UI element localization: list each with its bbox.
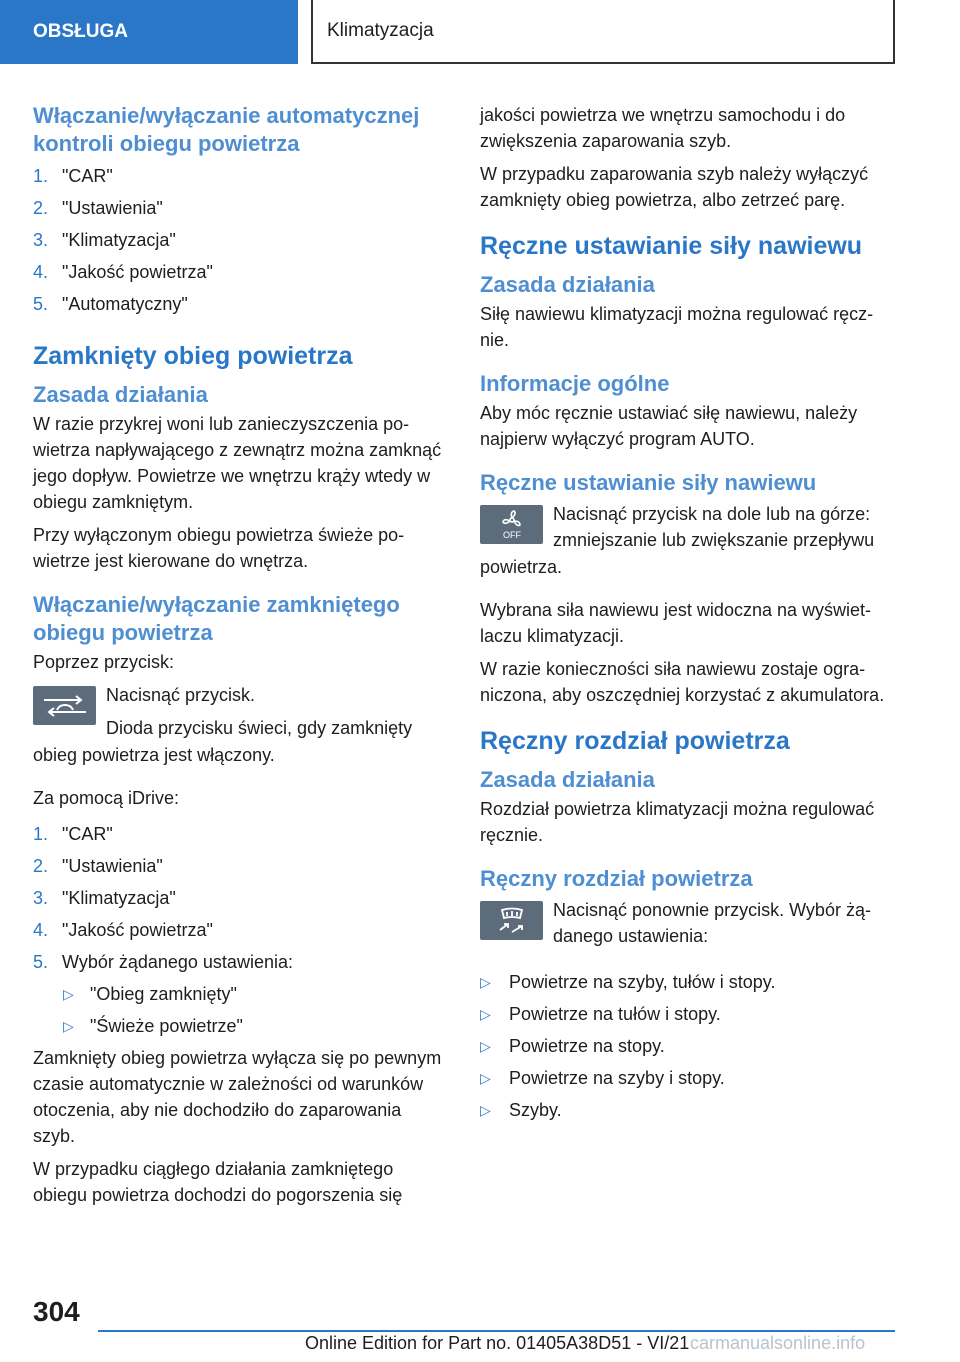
step-text: "Klimatyzacja": [62, 888, 176, 908]
icon-paragraph: [480, 501, 895, 560]
option-text: Powietrze na stopy.: [509, 1036, 665, 1056]
paragraph: Za pomocą iDrive:: [33, 788, 180, 808]
heading-auto-control: Włączanie/wyłączanie automatycznej kontroli obiegu powietrza: [33, 103, 420, 156]
step-number: 5.: [33, 952, 49, 972]
step-number: 1.: [33, 824, 49, 844]
list-item: [480, 998, 895, 1030]
list-item: [33, 946, 443, 978]
paragraph: Poprzez przycisk:: [33, 652, 175, 672]
step-text: "Klimatyzacja": [62, 230, 176, 250]
bullet: ▷: [480, 1006, 491, 1022]
bullet: ▷: [480, 1070, 491, 1086]
paragraph: Nacisnąć przycisk na dole lub na górze: zmniejszanie lub zwiększanie przepływu: [553, 504, 875, 550]
heading-manual-fan: Ręczne ustawianie siły nawiewu: [480, 232, 863, 260]
step-number: 3.: [33, 230, 49, 250]
step-number: 1.: [33, 166, 49, 186]
paragraph: Siłę nawiewu klimatyzacji można regulować ręcznie.: [480, 304, 874, 350]
step-text: "CAR": [62, 166, 113, 186]
list-item: [33, 1010, 443, 1042]
heading-air-distribution-sub: Ręczny rozdział powietrza: [480, 866, 753, 891]
heading-onoff-closed: Włączanie/wyłączanie zamkniętego obiegu powietrza: [33, 592, 400, 645]
right-column: [480, 102, 895, 1129]
list-item: [33, 192, 443, 224]
step-number: 5.: [33, 294, 49, 314]
option-text: Powietrze na tułów i stopy.: [509, 1004, 721, 1024]
chapter-title: Klimatyzacja: [311, 0, 895, 64]
list-item: [33, 914, 443, 946]
auto-control-steps: [33, 160, 443, 320]
step-number: 4.: [33, 920, 49, 940]
list-item: [33, 288, 443, 320]
step-text: "CAR": [62, 824, 113, 844]
paragraph: jakości powietrza we wnętrzu samochodu i do zwiększenia zaparowania szyb.: [480, 105, 846, 151]
paragraph: Nacisnąć ponownie przycisk. Wybór żądanego ustawienia:: [553, 900, 871, 946]
step-text: "Automatyczny": [62, 294, 188, 314]
step-number: 4.: [33, 262, 49, 282]
page-number: 304: [33, 1296, 80, 1327]
list-item: [33, 224, 443, 256]
fan-off-button-icon: [480, 505, 543, 544]
paragraph: obieg powietrza jest włączony.: [33, 745, 275, 765]
paragraph: W razie przykrej woni lub zanieczyszczenia powietrza napływającego z zewnątrz można zamknąć jego dopływ. Powietrze we wnętrzu krąży wtedy w obiegu zamkniętym.: [33, 414, 442, 512]
distribution-options: [480, 966, 895, 1126]
paragraph: Rozdział powietrza klimatyzacji można regulować ręcznie.: [480, 799, 875, 845]
option-text: "Świeże powietrze": [90, 1016, 243, 1036]
watermark: carmanualsonline.info: [690, 1333, 866, 1353]
idrive-steps: [33, 818, 443, 978]
edition-info: Online Edition for Part no. 01405A38D51 - VI/21: [305, 1333, 690, 1353]
step-number: 2.: [33, 856, 49, 876]
list-item: [480, 1062, 895, 1094]
list-item: [33, 160, 443, 192]
paragraph: Przy wyłączonym obiegu powietrza świeże powietrze jest kierowane do wnętrza.: [33, 525, 405, 571]
bullet: ▷: [480, 974, 491, 990]
paragraph: powietrza.: [480, 557, 563, 577]
paragraph: Nacisnąć przycisk.: [106, 685, 256, 705]
option-text: Szyby.: [509, 1100, 562, 1120]
setting-options: [33, 978, 443, 1042]
step-number: 3.: [33, 888, 49, 908]
air-distribution-button-icon: [480, 901, 543, 940]
paragraph: Dioda przycisku świeci, gdy zamknięty: [106, 718, 413, 738]
option-text: Powietrze na szyby i stopy.: [509, 1068, 725, 1088]
left-column: [33, 102, 443, 1215]
paragraph: W razie konieczności siła nawiewu zostaje ograniczona, aby oszczędniej korzystać z akumulatora.: [480, 659, 885, 705]
heading-closed-circulation: Zamknięty obieg powietrza: [33, 342, 353, 370]
list-item: [33, 818, 443, 850]
step-text: "Ustawienia": [62, 198, 163, 218]
list-item: [33, 850, 443, 882]
step-text: "Ustawienia": [62, 856, 163, 876]
icon-paragraph: [480, 897, 895, 956]
heading-principle: Zasada działania: [33, 382, 208, 407]
section-tab: OBSŁUGA: [0, 0, 298, 64]
heading-manual-fan-sub: Ręczne ustawianie siły nawiewu: [480, 470, 817, 495]
heading-principle: Zasada działania: [480, 272, 655, 297]
list-item: [480, 1094, 895, 1126]
icon-paragraph: [33, 682, 443, 748]
paragraph: Zamknięty obieg powietrza wyłącza się po pewnym czasie automatycznie w zależności od warunków otoczenia, aby nie dochodziło do zaparowania szyb.: [33, 1048, 442, 1146]
step-number: 2.: [33, 198, 49, 218]
bullet: ▷: [63, 986, 74, 1002]
paragraph: Wybrana siła nawiewu jest widoczna na wyświetlaczu klimatyzacji.: [480, 600, 872, 646]
heading-general-info: Informacje ogólne: [480, 371, 670, 396]
option-text: Powietrze na szyby, tułów i stopy.: [509, 972, 776, 992]
list-item: [480, 1030, 895, 1062]
list-item: [33, 256, 443, 288]
paragraph: Aby móc ręcznie ustawiać siłę nawiewu, należy najpierw wyłączyć program AUTO.: [480, 403, 858, 449]
step-text: "Jakość powietrza": [62, 920, 213, 940]
fan-off-label: OFF: [502, 529, 521, 540]
heading-principle: Zasada działania: [480, 767, 655, 792]
paragraph: W przypadku zaparowania szyb należy wyłączyć zamknięty obieg powietrza, albo zetrzeć parę.: [480, 164, 869, 210]
bullet: ▷: [63, 1018, 74, 1034]
bullet: ▷: [480, 1102, 491, 1118]
step-text: Wybór żądanego ustawienia:: [62, 952, 293, 972]
footer-divider: [98, 1330, 895, 1332]
list-item: [480, 966, 895, 998]
heading-air-distribution: Ręczny rozdział powietrza: [480, 727, 790, 755]
list-item: [33, 978, 443, 1010]
list-item: [33, 882, 443, 914]
step-text: "Jakość powietrza": [62, 262, 213, 282]
bullet: ▷: [480, 1038, 491, 1054]
paragraph: W przypadku ciągłego działania zamkniętego obiegu powietrza dochodzi do pogorszenia się: [33, 1159, 403, 1205]
recirculation-button-icon: [33, 686, 96, 725]
page-header: [0, 0, 960, 66]
option-text: "Obieg zamknięty": [90, 984, 237, 1004]
